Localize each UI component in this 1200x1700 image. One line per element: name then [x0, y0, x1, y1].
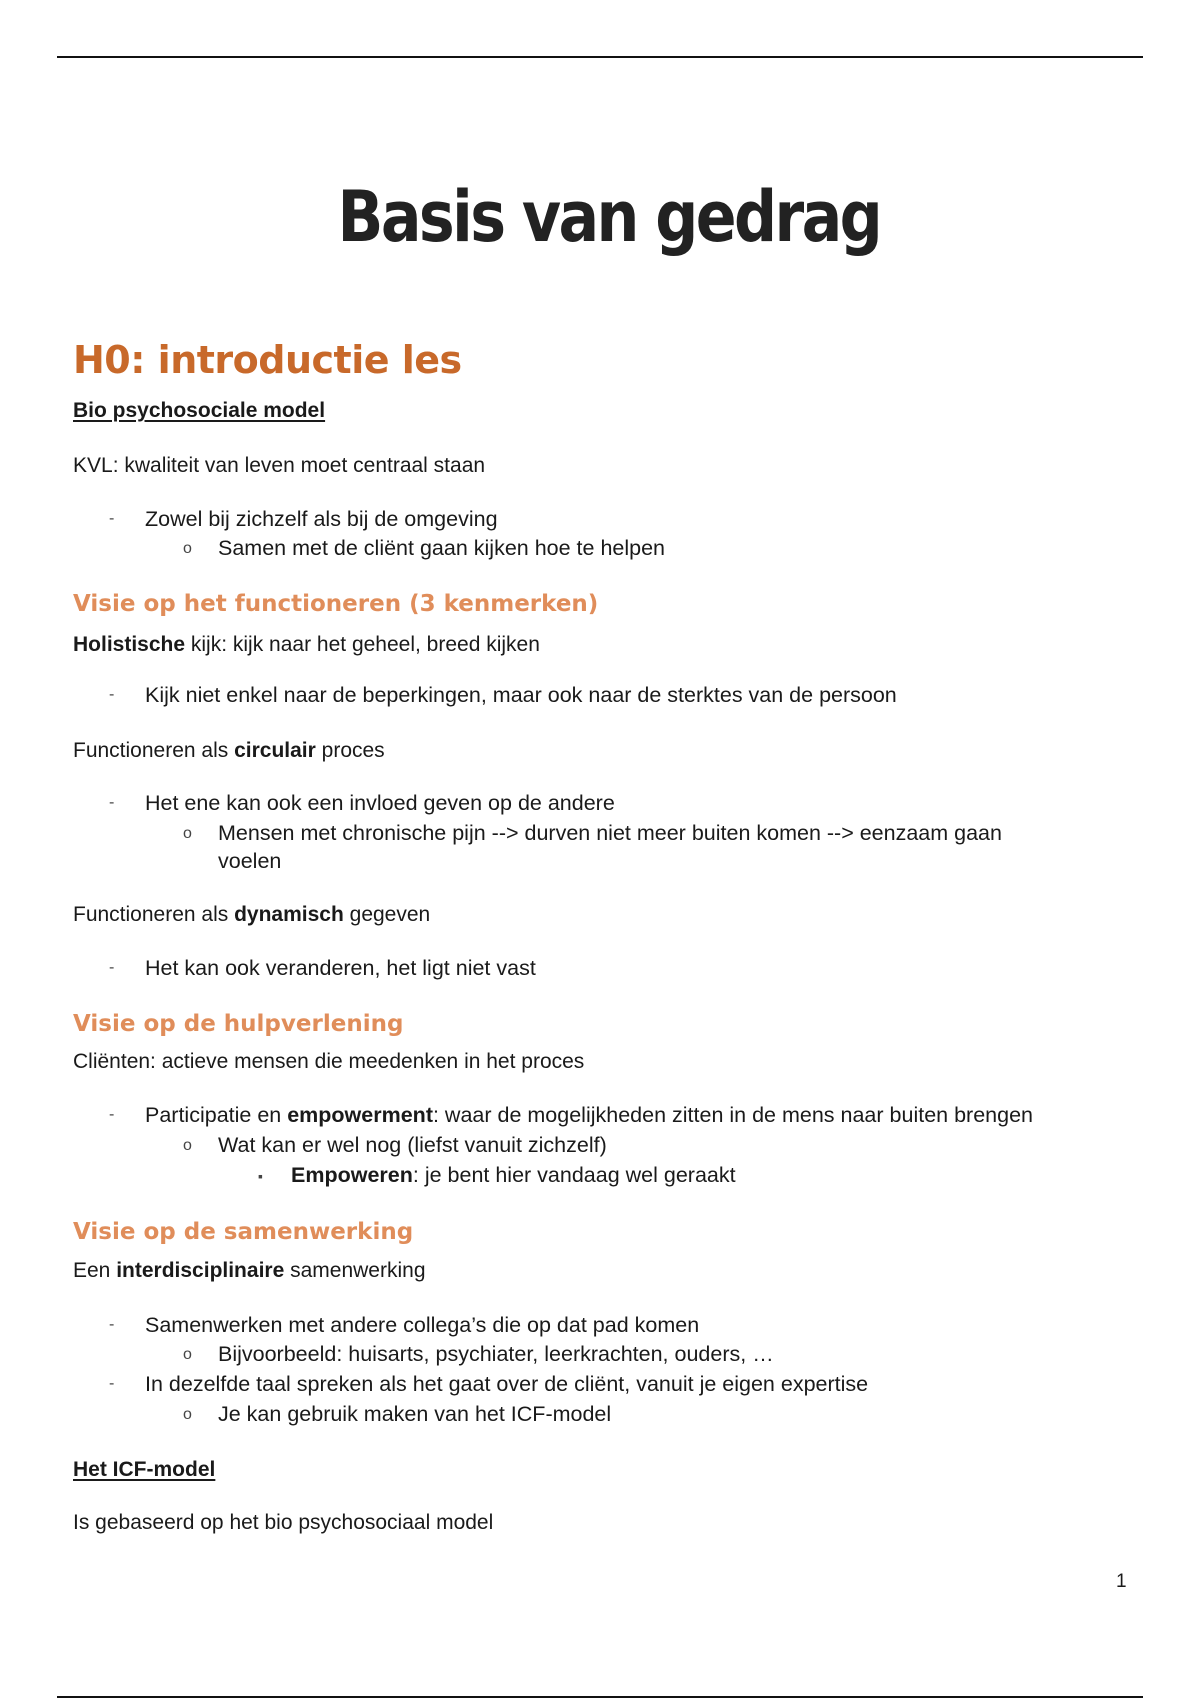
clienten-text: Cliënten: actieve mensen die meedenken in het proces: [73, 1050, 585, 1073]
dash-marker: -: [109, 794, 115, 811]
holistisch-text: [73, 634, 540, 655]
dash-marker: -: [109, 510, 115, 527]
bio-model-heading: Bio psychosociale model: [73, 399, 326, 422]
chapter-heading: H0: introductie les: [73, 338, 462, 382]
square-marker: ▪: [258, 1168, 263, 1184]
list-item-text-continued: voelen: [218, 849, 282, 873]
list-item: [109, 1311, 700, 1339]
dash-marker: -: [109, 1375, 115, 1392]
list-item: [183, 819, 1098, 875]
list-item-text: Zowel bij zichzelf als bij de omgeving: [145, 507, 498, 531]
list-item-text: In dezelfde taal spreken als het gaat over de cliënt, vanuit je eigen expertise: [145, 1372, 869, 1396]
text-span: kijk: kijk naar het geheel, breed kijken: [185, 633, 540, 656]
circle-marker: o: [183, 1137, 192, 1154]
list-item: [109, 505, 498, 533]
text-span: : waar de mogelijkheden zitten in de mens naar buiten brengen: [432, 1103, 1033, 1127]
top-rule: [57, 56, 1143, 58]
list-item: [258, 1161, 736, 1189]
circle-marker: o: [183, 1406, 192, 1423]
list-item-text: Het ene kan ook een invloed geven op de andere: [145, 791, 615, 815]
circle-marker: o: [183, 825, 192, 842]
dash-marker: -: [109, 959, 115, 976]
text-span: proces: [315, 739, 385, 762]
kvl-text: KVL: kwaliteit van leven moet centraal staan: [73, 454, 486, 477]
text-span: Functioneren als: [73, 739, 235, 762]
text-span: Participatie en: [145, 1103, 288, 1127]
dash-marker: -: [109, 1316, 115, 1333]
list-item: [109, 681, 897, 709]
section-heading-functioneren: Visie op het functioneren (3 kenmerken): [73, 591, 599, 617]
circle-marker: o: [183, 540, 192, 557]
list-item: [183, 1131, 607, 1159]
icf-text: Is gebaseerd op het bio psychosociaal model: [73, 1511, 494, 1534]
bold-term: empowerment: [287, 1103, 433, 1127]
list-item: [109, 1370, 869, 1398]
text-span: : je bent hier vandaag wel geraakt: [412, 1163, 736, 1187]
list-item: [183, 1400, 612, 1428]
bold-term: Holistische: [73, 633, 186, 656]
section-heading-hulpverlening: Visie op de hulpverlening: [73, 1011, 404, 1037]
list-item: [183, 1340, 774, 1368]
list-item: [109, 1101, 1033, 1129]
bottom-rule: [57, 1696, 1143, 1698]
list-item-text: Mensen met chronische pijn --> durven niet meer buiten komen --> eenzaam gaan: [218, 821, 1002, 845]
dynamisch-text: [73, 904, 430, 925]
dash-marker: -: [109, 686, 115, 703]
circulair-text: [73, 740, 385, 761]
dash-marker: -: [109, 1106, 115, 1123]
list-item-text: Je kan gebruik maken van het ICF-model: [218, 1402, 612, 1426]
list-item-text: Het kan ook veranderen, het ligt niet vast: [145, 956, 536, 980]
interdisciplinair-text: [73, 1260, 426, 1281]
list-item-text: Wat kan er wel nog (liefst vanuit zichzelf): [218, 1133, 607, 1157]
list-item-text: Kijk niet enkel naar de beperkingen, maar ook naar de sterktes van de persoon: [145, 683, 897, 707]
page-number: 1: [1116, 1571, 1127, 1592]
bold-term: Empoweren: [291, 1163, 413, 1187]
list-item: [109, 954, 536, 982]
document-title: Basis van gedrag: [337, 176, 881, 258]
circle-marker: o: [183, 1346, 192, 1363]
list-item-text: Samen met de cliënt gaan kijken hoe te helpen: [218, 536, 666, 560]
bold-term: circulair: [234, 739, 316, 762]
list-item: [183, 534, 666, 562]
bold-term: dynamisch: [234, 903, 344, 926]
bold-term: interdisciplinaire: [116, 1259, 285, 1282]
list-item-text: Bijvoorbeeld: huisarts, psychiater, leerkrachten, ouders, …: [218, 1342, 774, 1366]
text-span: samenwerking: [284, 1259, 426, 1282]
list-item-text: Samenwerken met andere collega’s die op dat pad komen: [145, 1313, 700, 1337]
icf-heading: Het ICF-model: [73, 1458, 216, 1481]
text-span: gegeven: [343, 903, 431, 926]
text-span: Een: [73, 1259, 117, 1282]
list-item: [109, 789, 615, 817]
text-span: Functioneren als: [73, 903, 235, 926]
section-heading-samenwerking: Visie op de samenwerking: [73, 1219, 414, 1245]
